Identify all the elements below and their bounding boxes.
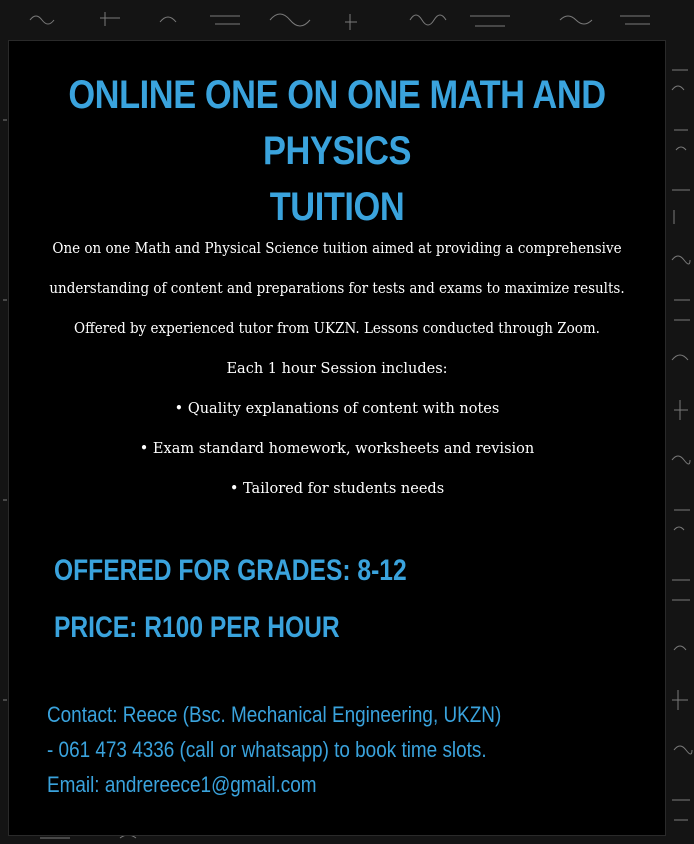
- price-heading: PRICE: R100 PER HOUR: [54, 611, 340, 644]
- contact-name: Contact: Reece (Bsc. Mechanical Engineering, UKZN): [47, 702, 502, 727]
- flyer-panel: [8, 40, 666, 836]
- contact-phone: - 061 473 4336 (call or whatsapp) to book time slots.: [47, 737, 487, 762]
- title-line-2: TUITION: [269, 185, 405, 229]
- session-bullet: • Exam standard homework, worksheets and revision: [139, 441, 535, 457]
- description-line: Offered by experienced tutor from UKZN. Lessons conducted through Zoom.: [74, 321, 600, 337]
- description-block: [9, 229, 665, 509]
- grades-heading: OFFERED FOR GRADES: 8-12: [54, 554, 407, 587]
- flyer-title: [55, 67, 619, 235]
- session-bullet: • Quality explanations of content with notes: [174, 401, 500, 417]
- session-heading: Each 1 hour Session includes:: [226, 361, 448, 377]
- session-bullet: • Tailored for students needs: [229, 481, 445, 497]
- title-line-1: ONLINE ONE ON ONE MATH AND PHYSICS: [68, 73, 606, 173]
- contact-block: [47, 697, 501, 802]
- contact-email: Email: andrereece1@gmail.com: [47, 772, 317, 797]
- description-line: understanding of content and preparations for tests and exams to maximize results.: [49, 281, 625, 297]
- description-line: One on one Math and Physical Science tuition aimed at providing a comprehensive: [52, 241, 622, 257]
